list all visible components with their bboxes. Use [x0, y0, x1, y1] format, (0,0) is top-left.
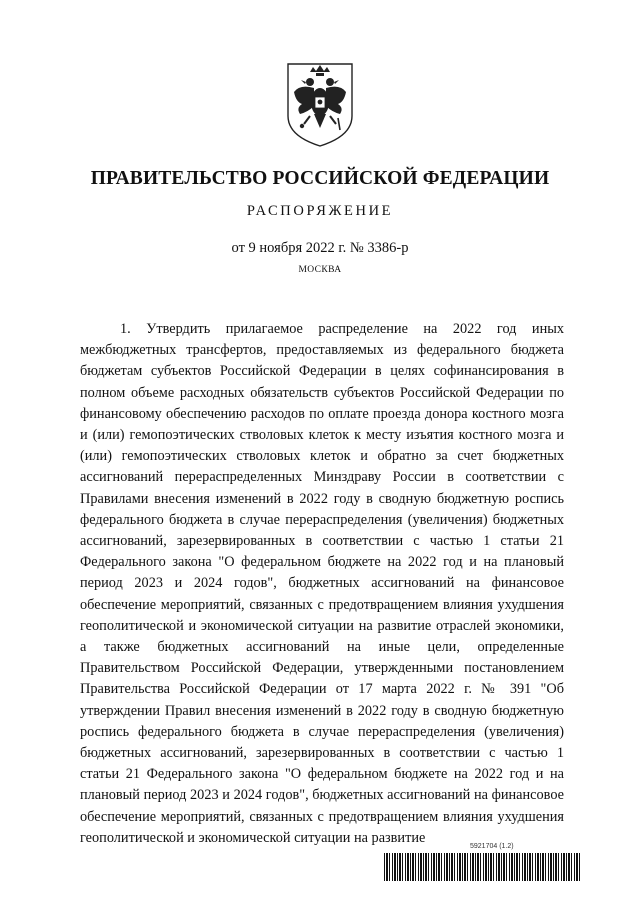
russian-coat-of-arms-icon [280, 58, 360, 150]
government-title: ПРАВИТЕЛЬСТВО РОССИЙСКОЙ ФЕДЕРАЦИИ [90, 168, 550, 189]
barcode-block [384, 843, 580, 883]
barcode-label: 5921704 (1.2) [470, 843, 514, 850]
document-type: РАСПОРЯЖЕНИЕ [246, 203, 394, 219]
barcode-icon [384, 853, 580, 881]
date-and-number: от 9 ноября 2022 г. № 3386-р [231, 240, 409, 256]
city-name: МОСКВА [298, 265, 342, 275]
paragraph-1: 1. Утвердить прилагаемое распределение на 2022 год иных межбюджетных трансфертов, предоставляемых из федерального бюджета бюджетам субъектов Российской Федерации в целях софинансирования в полном объеме расходных обязательств субъектов Российской Федерации по финансовому обеспечению расходов по оплате проезда донора костного мозга и (или) гемопоэтических стволовых клеток к месту изъятия костного мозга и (или) гемопоэтических стволовых клеток и обратно за счет бюджетных ассигнований перераспределенных Минздраву России в соответствии с Правилами внесения изменений в 2022 году в сводную бюджетную роспись федерального бюджета в случае перераспределения (увеличения) бюджетных ассигнований, зарезервированных в соответствии с частью 1 статьи 21 Федерального закона "О федеральном бюджете на 2022 год и на плановый период 2023 и 2024 годов", бюджетных ассигнований на финансовое обеспечение мероприятий, связанных с предотвращением влияния ухудшения геополитической и экономической ситуации на развитие отраслей экономики, а также бюджетных ассигнований на иные цели, определенные Правительством Российской Федерации, утвержденными постановлением Правительства Российской Федерации от 17 марта 2022 г. № 391 "Об утверждении Правил внесения изменений в 2022 году в сводную бюджетную роспись федерального бюджета в случае перераспределения (увеличения) бюджетных ассигнований, зарезервированных в соответствии с частью 1 статьи 21 Федерального закона "О федеральном бюджете на 2022 год и на плановый период 2023 и 2024 годов", бюджетных ассигнований на финансовое обеспечение мероприятий, связанных с предотвращением влияния ухудшения геополитической и экономической ситуации на развитие [80, 321, 564, 846]
